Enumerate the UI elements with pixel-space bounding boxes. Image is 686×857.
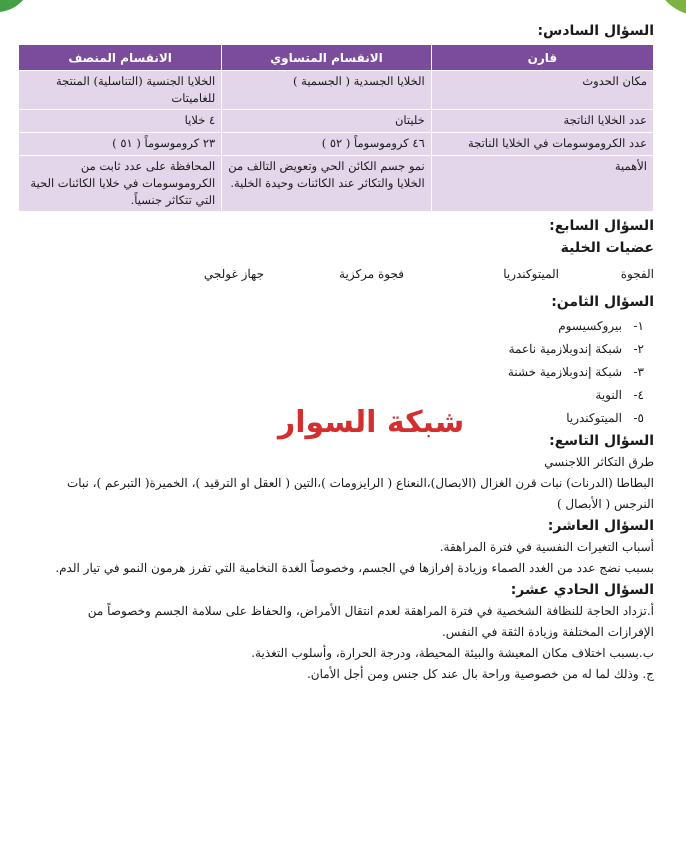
q8-heading: السؤال الثامن: xyxy=(551,294,654,310)
cell: الخلايا الجنسية (التناسلية) المنتجة للغاميتات xyxy=(19,71,222,110)
organelle-item: الميتوكندريا xyxy=(503,267,559,281)
list-item: ٢-شبكة إندوبلازمية ناعمة xyxy=(508,342,644,356)
q11-answer-c: ج. وذلك لما له من خصوصية وراحة بال عند كل جنس ومن أجل الأمان. xyxy=(306,667,654,681)
list-item: ٤-النوية xyxy=(595,388,644,402)
cell: نمو جسم الكائن الحي وتعويض التالف من الخلايا والتكاثر عند الكائنات وحيدة الخلية. xyxy=(222,156,432,212)
q9-title: طرق التكاثر اللاجنسي xyxy=(544,455,654,469)
cell: عدد الكروموسومات في الخلايا الناتجة xyxy=(431,133,653,156)
q7-subheading: عضيات الخلية xyxy=(560,240,654,256)
organelle-item: فجوة مركزية xyxy=(339,267,404,281)
table-row xyxy=(19,110,654,133)
q9-text: البطاطا (الدرنات) نبات قرن الغزال (الابصال)،النعناع ( الرايزومات )،التين ( العقل او الترقيد )، الخميرة( التبرعم )، نبات xyxy=(66,476,654,490)
header-meiosis: الانقسام المنصف xyxy=(19,45,222,71)
comparison-table xyxy=(18,44,654,212)
cell: خليتان xyxy=(222,110,432,133)
organelles-row xyxy=(18,267,654,285)
cell: ٢٣ كروموسوماً ( ٥١ ) xyxy=(19,133,222,156)
list-item: ٥-الميتوكندريا xyxy=(566,411,644,425)
cell: الخلايا الجسدية ( الجسمية ) xyxy=(222,71,432,110)
q11-answer-a-cont: الإفرازات المختلفة وزيادة الثقة في النفس. xyxy=(441,625,654,639)
list-item: ٣-شبكة إندوبلازمية خشنة xyxy=(507,365,644,379)
table-row xyxy=(19,71,654,110)
table-header-row xyxy=(19,45,654,71)
answer-sheet xyxy=(18,20,654,685)
list-item: ١-بيروكسيسوم xyxy=(558,319,644,333)
cell: ٤ خلايا xyxy=(19,110,222,133)
q10-title: أسباب التغيرات النفسية في فترة المراهقة. xyxy=(439,540,654,554)
q10-heading: السؤال العاشر: xyxy=(547,518,654,534)
corner-decoration-right xyxy=(656,0,686,16)
organelle-item: الفجوة xyxy=(620,267,654,281)
corner-decoration-left xyxy=(0,0,34,12)
q9-text-cont: النرجس ( الأبصال ) xyxy=(556,497,654,511)
cell: المحافظة على عدد ثابت من الكروموسومات في خلايا الكائنات الحية التي تتكاثر جنسياً. xyxy=(19,156,222,212)
q11-heading: السؤال الحادي عشر: xyxy=(510,582,654,598)
q9-heading: السؤال التاسع: xyxy=(549,433,654,449)
cell: ٤٦ كروموسوماً ( ٥٢ ) xyxy=(222,133,432,156)
table-row xyxy=(19,156,654,212)
table-row xyxy=(19,133,654,156)
header-mitosis: الانقسام المتساوي xyxy=(222,45,432,71)
header-compare: قارن xyxy=(431,45,653,71)
cell: عدد الخلايا الناتجة xyxy=(431,110,653,133)
q11-answer-a: أ.تزداد الحاجة للنظافة الشخصية في فترة المراهقة لعدم انتقال الأمراض، والحفاظ على سلامة الجسم وخصوصاً من xyxy=(87,604,654,618)
watermark-text: شبكة السوار xyxy=(278,405,465,440)
q6-heading: السؤال السادس: xyxy=(537,23,654,39)
q10-text: بسبب نضج عدد من الغدد الصماء وزيادة إفرازها في الجسم، وخصوصاً الغدة النخامية التي تفرز هرمون النمو في تيار الدم. xyxy=(55,561,654,575)
q7-heading: السؤال السابع: xyxy=(549,218,654,234)
cell: الأهمية xyxy=(431,156,653,212)
organelle-item: جهاز غولجي xyxy=(203,267,264,281)
cell: مكان الحدوث xyxy=(431,71,653,110)
q11-answer-b: ب.بسبب اختلاف مكان المعيشة والبيئة المحيطة، ودرجة الحرارة، وأسلوب التغذية. xyxy=(251,646,654,660)
